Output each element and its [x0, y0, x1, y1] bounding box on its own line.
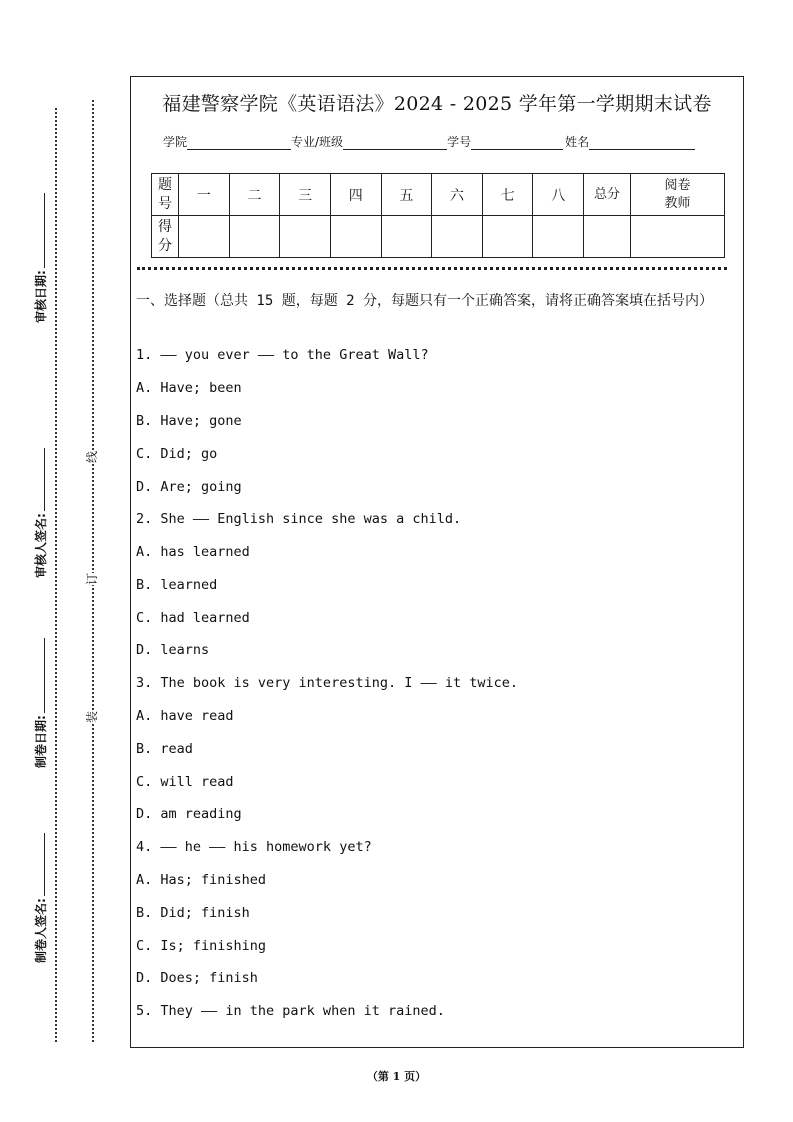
score-table-header-row	[152, 174, 725, 216]
binding-char-bind: 装	[85, 710, 100, 724]
option-4a: A. Has; finished	[136, 872, 267, 888]
reviewer-signature-field[interactable]: 审核人签名:	[32, 448, 48, 578]
college-input[interactable]	[187, 137, 291, 150]
total-score-header: 总分	[584, 174, 631, 216]
option-4c: C. Is; finishing	[136, 938, 267, 954]
option-2b: B. learned	[136, 577, 218, 593]
question-3: 3. The book is very interesting. I —— it twice.	[136, 675, 519, 691]
option-3b: B. read	[136, 741, 193, 757]
exam-frame	[130, 76, 744, 1048]
score-cell[interactable]	[432, 216, 483, 258]
score-cell[interactable]	[482, 216, 533, 258]
option-2c: C. had learned	[136, 610, 250, 626]
option-1c: C. Did; go	[136, 446, 218, 462]
col-header: 八	[533, 174, 584, 216]
question-5: 5. They —— in the park when it rained.	[136, 1003, 445, 1019]
section-divider	[137, 267, 727, 270]
major-class-input[interactable]	[343, 137, 447, 150]
col-header: 五	[381, 174, 432, 216]
col-header: 六	[432, 174, 483, 216]
score-cell[interactable]	[330, 216, 381, 258]
grader-cell[interactable]	[631, 216, 725, 258]
option-1b: B. Have; gone	[136, 413, 242, 429]
student-id-input[interactable]	[471, 137, 563, 150]
exam-title: 福建警察学院《英语语法》2024 - 2025 学年第一学期期末试卷	[162, 93, 712, 115]
score-cell[interactable]	[179, 216, 230, 258]
question-number-label: 题号	[152, 174, 179, 216]
col-header: 七	[482, 174, 533, 216]
option-4d: D. Does; finish	[136, 970, 258, 986]
option-3a: A. have read	[136, 708, 234, 724]
col-header: 三	[280, 174, 331, 216]
binding-dotted-line	[92, 100, 94, 1042]
score-table-score-row	[152, 216, 725, 258]
name-input[interactable]	[589, 137, 695, 150]
student-id-label: 学号	[447, 135, 472, 149]
score-cell[interactable]	[533, 216, 584, 258]
paper-maker-signature-field[interactable]: 制卷人签名:	[32, 833, 48, 963]
option-1a: A. Have; been	[136, 380, 242, 396]
outer-dotted-line	[55, 108, 57, 1042]
section-heading: 一、选择题（总共 15 题，每题 2 分，每题只有一个正确答案，请将正确答案填在括号内）	[136, 293, 713, 309]
question-4: 4. —— he —— his homework yet?	[136, 839, 372, 855]
score-cell[interactable]	[229, 216, 280, 258]
option-3d: D. am reading	[136, 806, 242, 822]
review-date-field[interactable]: 审核日期:	[32, 193, 48, 323]
binding-char-line: 线	[85, 450, 100, 464]
option-4b: B. Did; finish	[136, 905, 250, 921]
score-cell[interactable]	[280, 216, 331, 258]
option-2d: D. learns	[136, 642, 210, 658]
question-1: 1. —— you ever —— to the Great Wall?	[136, 347, 429, 363]
total-score-cell[interactable]	[584, 216, 631, 258]
grader-header: 阅卷教师	[631, 174, 725, 216]
option-1d: D. Are; going	[136, 479, 242, 495]
name-label: 姓名	[565, 135, 590, 149]
score-table	[151, 173, 725, 258]
option-3c: C. will read	[136, 774, 234, 790]
question-2: 2. She —— English since she was a child.	[136, 511, 462, 527]
page-number: （第 1 页）	[366, 1070, 427, 1083]
score-label: 得分	[152, 216, 179, 258]
paper-date-field[interactable]: 制卷日期:	[32, 638, 48, 768]
col-header: 二	[229, 174, 280, 216]
option-2a: A. has learned	[136, 544, 250, 560]
college-label: 学院	[163, 135, 188, 149]
col-header: 一	[179, 174, 230, 216]
student-info-row	[163, 133, 695, 150]
score-cell[interactable]	[381, 216, 432, 258]
col-header: 四	[330, 174, 381, 216]
binding-char-order: 订	[85, 572, 100, 586]
major-class-label: 专业/班级	[291, 135, 344, 149]
